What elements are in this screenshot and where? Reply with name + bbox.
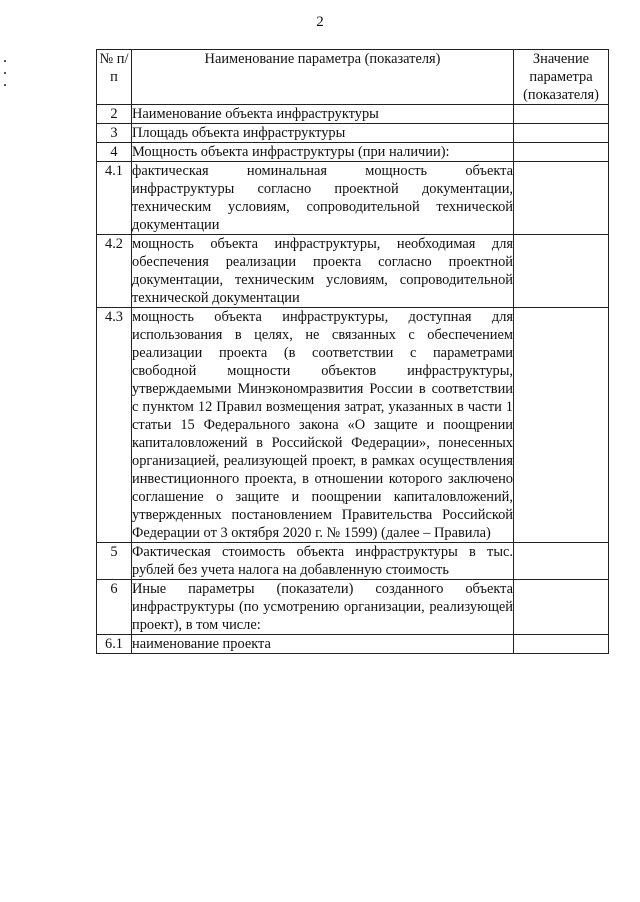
parameters-table	[96, 49, 609, 654]
table-row	[97, 105, 609, 124]
row-parameter-name: Наименование объекта инфраструктуры	[132, 105, 514, 124]
row-parameter-value	[514, 124, 609, 143]
row-parameter-name: Мощность объекта инфраструктуры (при наличии):	[132, 143, 514, 162]
table-row	[97, 308, 609, 543]
header-parameter-value: Значение параметра (показателя)	[514, 50, 609, 105]
row-number: 4.2	[97, 235, 132, 308]
row-number: 2	[97, 105, 132, 124]
row-parameter-name: фактическая номинальная мощность объекта инфраструктуры согласно проектной документации, техническим условиям, сопроводительной технической документации	[132, 163, 513, 233]
row-parameter-name: наименование проекта	[132, 635, 514, 654]
row-parameter-value	[514, 143, 609, 162]
row-parameter-value	[514, 543, 609, 580]
page-number: 2	[316, 14, 324, 30]
row-parameter-name: мощность объекта инфраструктуры, доступная для использования в целях, не связанных с обеспечением реализации проекта (в соответствии с параметрами свободной мощности объектов инфраструктуры, утверждаемыми Минэкономразвития России в соответствии с пунктом 12 Правил возмещения затрат, указанных в части 1 статьи 15 Федерального закона «О защите и поощрении капиталовложений в Российской Федерации», понесенных организацией, реализующей проект, в рамках осуществления инвестиционного проекта, в отношении которого заключено соглашение о защите и поощрении капиталовложений, утвержденных постановлением Правительства Российской Федерации от 3 октября 2020 г. № 1599) (далее – Правила)	[132, 309, 513, 541]
table-row	[97, 543, 609, 580]
header-number: № п/п	[97, 50, 132, 105]
row-parameter-value	[514, 235, 609, 308]
row-number: 3	[97, 124, 132, 143]
row-parameter-value	[514, 162, 609, 235]
table-row	[97, 162, 609, 235]
header-parameter-name: Наименование параметра (показателя)	[132, 50, 514, 105]
row-number: 4.3	[97, 308, 132, 543]
row-parameter-name: Площадь объекта инфраструктуры	[132, 124, 514, 143]
table-row	[97, 124, 609, 143]
row-parameter-value	[514, 105, 609, 124]
row-parameter-name: Фактическая стоимость объекта инфраструктуры в тыс. рублей без учета налога на добавленную стоимость	[132, 544, 513, 578]
table-header-row	[97, 50, 609, 105]
row-parameter-value	[514, 635, 609, 654]
row-number: 5	[97, 543, 132, 580]
table-row	[97, 580, 609, 635]
table-row	[97, 235, 609, 308]
scan-margin-marks	[2, 60, 8, 96]
table-row	[97, 143, 609, 162]
row-number: 6.1	[97, 635, 132, 654]
table-row	[97, 635, 609, 654]
row-parameter-value	[514, 580, 609, 635]
row-number: 6	[97, 580, 132, 635]
row-parameter-value	[514, 308, 609, 543]
row-parameter-name: мощность объекта инфраструктуры, необходимая для обеспечения реализации проекта согласно проектной документации, техническим условиям, сопроводительной технической документации	[132, 236, 513, 306]
row-number: 4.1	[97, 162, 132, 235]
row-parameter-name: Иные параметры (показатели) созданного объекта инфраструктуры (по усмотрению организации, реализующей проект), в том числе:	[132, 581, 513, 633]
row-number: 4	[97, 143, 132, 162]
